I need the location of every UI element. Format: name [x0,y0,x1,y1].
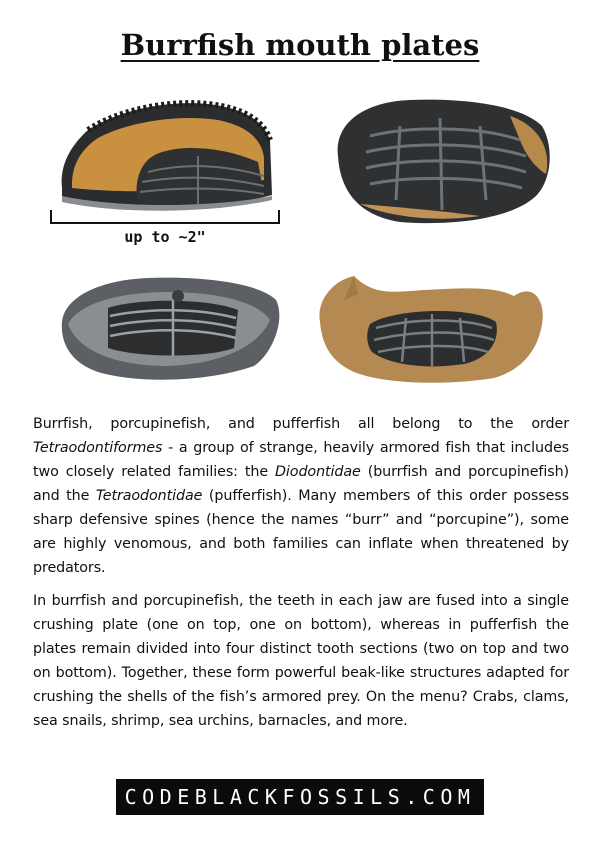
website-banner: CODEBLACKFOSSILS.COM [116,779,484,815]
page-title: Burrfish mouth plates [120,28,480,62]
fossil-photo-front-view [58,268,284,384]
paragraph-intro: Burrfish, porcupinefish, and pufferfish all belong to the order Tetraodontiformes - a group of strange, heavily armored fish that includes two closely related families: the Diodontidae (burrfish and porcupinefish) and the Tetraodontidae (pufferfish). Many members of this order possess sharp defensive spines (hence the names “burr” and “porcupine”), some are highly venomous, and both families can inflate when threatened by predators. [33,416,570,576]
fossil-photo-top-view [330,96,555,228]
scale-label: up to ~2" [124,228,206,246]
scale-bar [50,210,280,224]
paragraph-teeth: In burrfish and porcupinefish, the teeth in each jaw are fused into a single crushing plate (one on top, one on bottom), whereas in pufferfish the plates remain divided into four distinct tooth sections (two on top and two on bottom). Together, these form powerful beak-like structures adapted for crushing the shells of the fish’s armored prey. On the menu? Crabs, clams, sea snails, shrimp, sea urchins, barnacles, and more. [33,593,569,729]
fossil-photo-matrix-view [314,266,550,386]
fossil-photo-side-view [58,100,278,212]
